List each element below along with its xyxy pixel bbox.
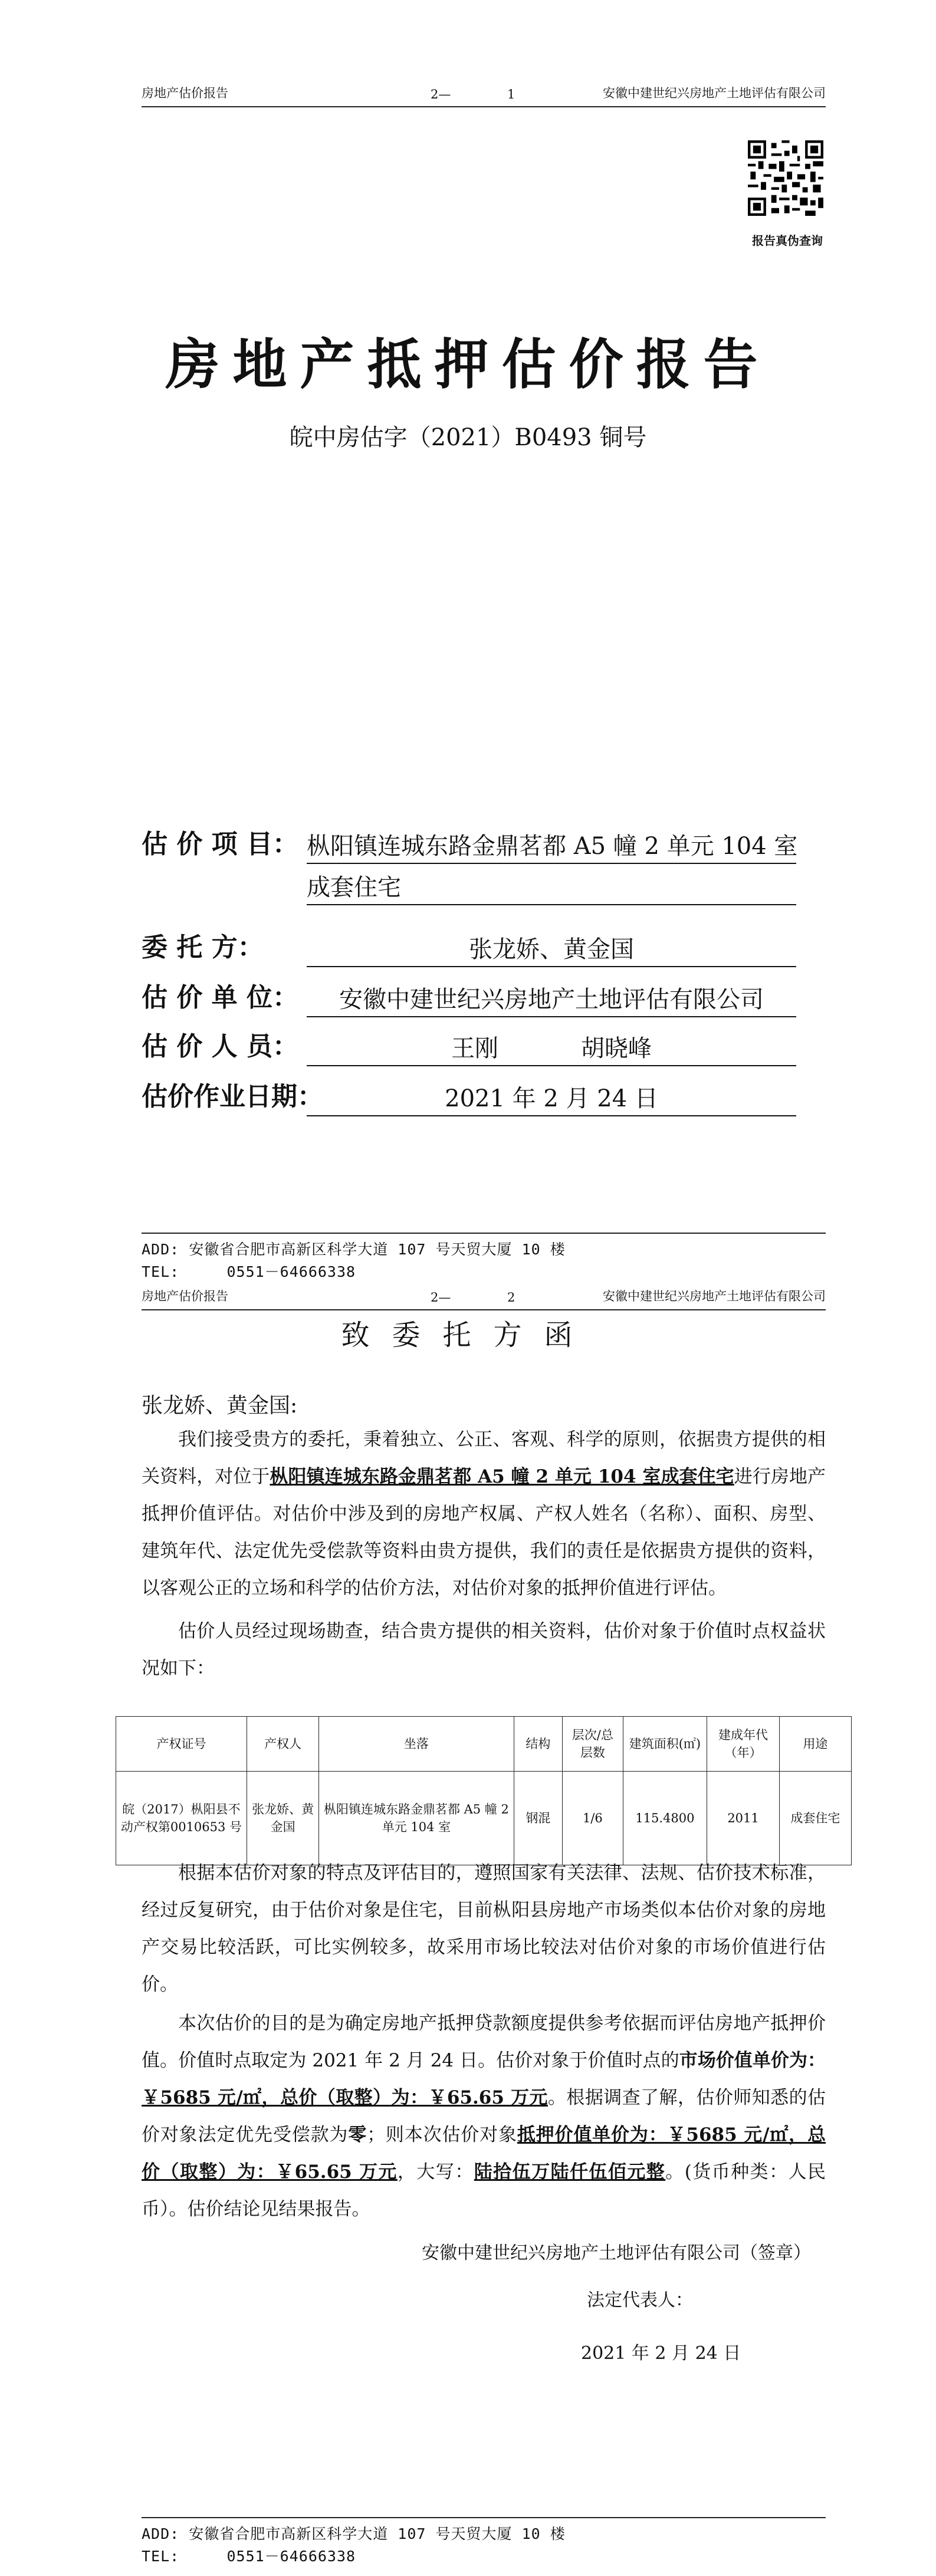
paragraph-survey: 估价人员经过现场勘查，结合贵方提供的相关资料，估价对象于价值时点权益状况如下： (142, 1621, 826, 1679)
header-page-mark: 2— (431, 1290, 451, 1305)
field-value: 张龙娇、黄金国 (307, 933, 796, 967)
cell-owner: 张龙娇、黄金国 (247, 1772, 318, 1865)
table-row (116, 1772, 852, 1865)
qr-code-icon[interactable] (748, 140, 823, 216)
header-company: 安徽中建世纪兴房地产土地评估有限公司 (603, 1289, 826, 1303)
field-label: 估 价 项 目： (142, 829, 298, 859)
field-work-date (142, 1081, 826, 1116)
header-report-name: 房地产估价报告 (142, 1289, 228, 1303)
paragraph-intro (142, 1421, 826, 1607)
field-label: 委 托 方： (142, 932, 264, 962)
letter-title: 致委托方函 (341, 1319, 595, 1352)
text-run-bold: 市场价值单价为： (679, 2050, 826, 2071)
market-value-highlight: ￥5685 元/㎡，总价（取整）为：￥65.65 万元 (142, 2087, 548, 2108)
signature-date: 2021 年 2 月 24 日 (581, 2343, 741, 2364)
table-header-cell: 结构 (514, 1717, 563, 1772)
cell-location: 枞阳镇连城东路金鼎茗都 A5 幢 2 单元 104 室 (319, 1772, 514, 1865)
text-run: ，大写： (397, 2161, 474, 2183)
text-run: 。(货币种类：人民币）。估价结论见结果报告。 (142, 2161, 826, 2220)
text-run: 本次估价的目的是为确定房地产抵押贷款额度提供参考依据而评估房地产抵押价值。价值时点取定为 2021 年 2 月 24 日。估价对象于价值时点的 (142, 2013, 826, 2071)
signature-representative: 法定代表人： (587, 2290, 693, 2311)
field-client (142, 932, 826, 967)
qr-caption: 报告真伪查询 (752, 234, 823, 248)
page-footer (142, 1233, 826, 1283)
text-run: 我们接受贵方的委托，秉着独立、公正、客观、科学的原则，依据贵方提供的相关资料，对位于 (142, 1429, 826, 1487)
paragraph-result (142, 2005, 826, 2228)
field-value: 2021 年 2 月 24 日 (307, 1082, 796, 1116)
cell-structure: 钢混 (514, 1772, 563, 1865)
cell-certificate-no: 皖（2017）枞阳县不动产权第0010653 号 (116, 1772, 247, 1865)
field-value: 枞阳镇连城东路金鼎茗都 A5 幢 2 单元 104 室 (307, 830, 796, 864)
property-table (116, 1716, 852, 1865)
header-company: 安徽中建世纪兴房地产土地评估有限公司 (603, 86, 826, 100)
field-value: 成套住宅 (307, 871, 796, 905)
page-footer (142, 2517, 826, 2568)
cell-usage: 成套住宅 (779, 1772, 851, 1865)
cell-built-year: 2011 (707, 1772, 780, 1865)
text-run: 进行房地产抵押价值评估。对估价中涉及到的房地产权属、产权人姓名（名称）、面积、房型、建筑年代、法定优先受偿款等资料由贵方提供，我们的责任是依据贵方提供的资料，以客观公正的立场和科学的估价方法，对估价对象的抵押价值进行评估。 (142, 1466, 826, 1599)
field-valuer-org (142, 982, 826, 1017)
footer-tel: TEL: 0551－64666338 (142, 2548, 356, 2565)
field-value: 王刚 胡晓峰 (307, 1032, 796, 1066)
field-project (142, 829, 826, 864)
footer-address: ADD: 安徽省合肥市高新区科学大道 107 号天贸大厦 10 楼 (142, 1241, 566, 1258)
page-header (142, 1286, 826, 1310)
table-header-cell: 产权人 (247, 1717, 318, 1772)
table-header-cell: 层次/总层数 (563, 1717, 623, 1772)
paragraph-method: 根据本估价对象的特点及评估目的，遵照国家有关法律、法规、估价技术标准，经过反复研究，由于估价对象是住宅，目前枞阳县房地产市场类似本估价对象的房地产交易比较活跃，可比实例较多，故采用市场比较法对估价对象的市场价值进行估价。 (142, 1862, 826, 1995)
footer-address: ADD: 安徽省合肥市高新区科学大道 107 号天贸大厦 10 楼 (142, 2525, 566, 2542)
cell-area: 115.4800 (623, 1772, 707, 1865)
table-header-cell: 建筑面积(㎡) (623, 1717, 707, 1772)
table-header-cell: 产权证号 (116, 1717, 247, 1772)
text-run-bold: 零 (348, 2124, 367, 2145)
header-report-name: 房地产估价报告 (142, 86, 228, 100)
document-number: 皖中房估字（2021）B0493 铜号 (289, 424, 647, 451)
field-label: 估价作业日期： (142, 1082, 323, 1112)
header-page-mark: 2— (431, 87, 451, 101)
field-valuers (142, 1031, 826, 1066)
header-page-number: 1 (507, 87, 515, 101)
footer-tel: TEL: 0551－64666338 (142, 1263, 356, 1280)
table-header-cell: 坐落 (319, 1717, 514, 1772)
field-value: 安徽中建世纪兴房地产土地评估有限公司 (307, 983, 796, 1017)
header-page-number: 2 (507, 1290, 515, 1305)
table-header-cell: 建成年代（年） (707, 1717, 780, 1772)
text-run: ；则本次估价对象 (367, 2124, 517, 2145)
table-header-cell: 用途 (779, 1717, 851, 1772)
signature-company: 安徽中建世纪兴房地产土地评估有限公司（签章） (422, 2243, 811, 2263)
property-address-highlight: 枞阳镇连城东路金鼎茗都 A5 幢 2 单元 104 室成套住宅 (270, 1466, 734, 1487)
text-run: 。根据调查了解，估价师知悉的估价对象法定优先受偿款为 (142, 2087, 826, 2145)
page-header (142, 83, 826, 107)
salutation: 张龙娇、黄金国: (142, 1394, 298, 1418)
field-label: 估 价 人 员： (142, 1031, 298, 1062)
report-title: 房地产抵押估价报告 (165, 333, 771, 396)
cell-floor: 1/6 (563, 1772, 623, 1865)
field-project-line2 (142, 870, 826, 905)
table-header-row (116, 1717, 852, 1772)
field-label: 估 价 单 位： (142, 983, 298, 1013)
mortgage-value-highlight: 抵押价值单价为：￥5685 元/㎡，总价（取整）为：￥65.65 万元 (142, 2124, 826, 2183)
amount-in-words: 陆拾伍万陆仟伍佰元整 (474, 2161, 666, 2183)
